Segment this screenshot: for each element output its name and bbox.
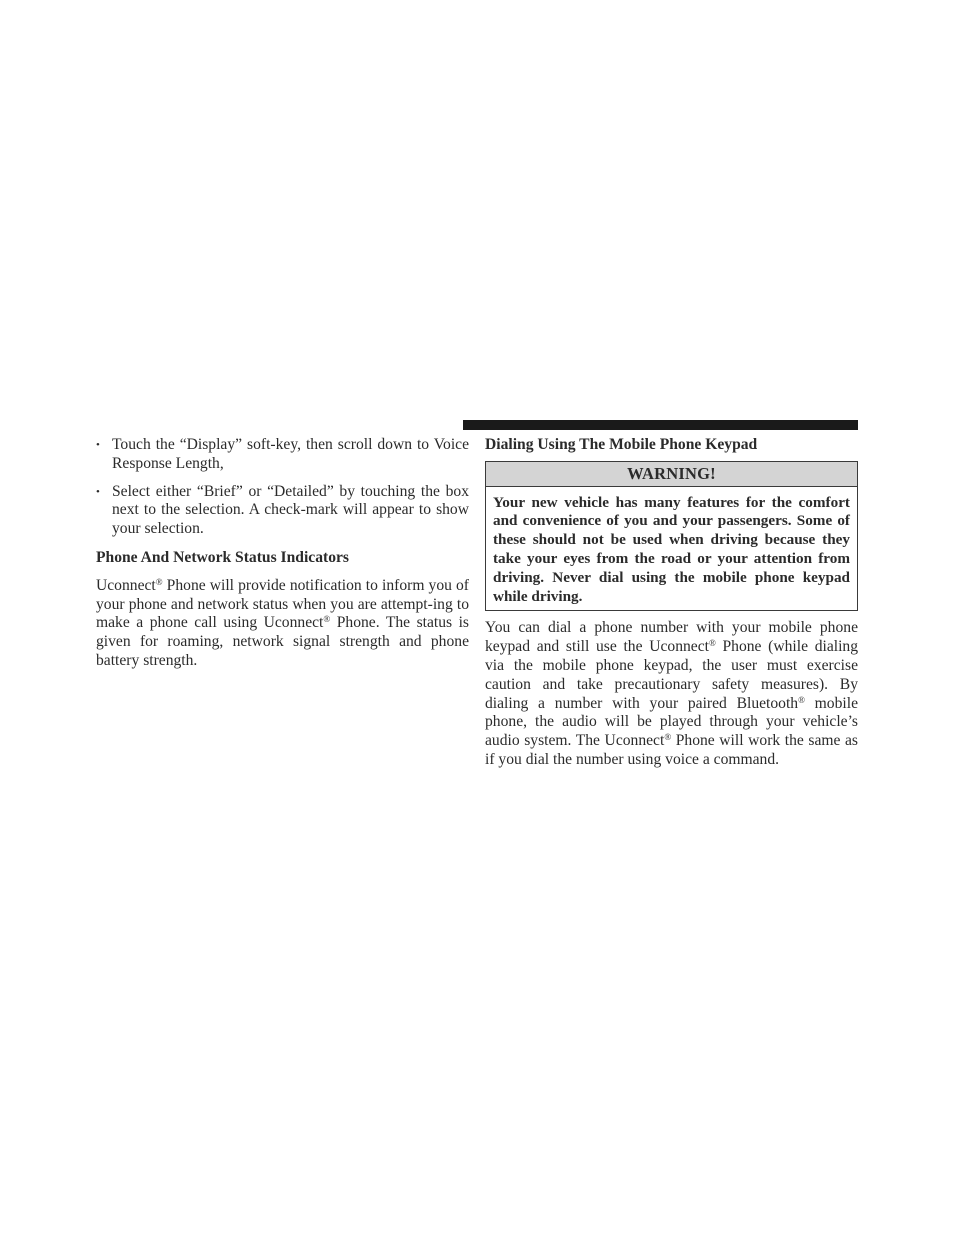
- bullet-icon: •: [96, 439, 100, 451]
- text-run: Uconnect: [96, 576, 156, 594]
- bullet-icon: •: [96, 485, 100, 498]
- text-run: Phone. The status is given for roaming, network signal strength and phone battery strength.: [96, 614, 470, 669]
- warning-body: Your new vehicle has many features for the comfort and convenience of you and your passengers. Some of these should not be used when driving because they take your eyes from the road or your attention from driving. Never dial using the mobile phone keypad while driving.: [493, 493, 850, 605]
- list-item: [96, 436, 469, 474]
- registered-mark: ®: [798, 694, 805, 705]
- text-run: Phone (while dialing via the mobile phone keypad, the user must exercise caution and take precautionary safety measures). By dialing a number with your paired Bluetooth: [485, 638, 858, 712]
- list-item: [96, 483, 469, 539]
- registered-mark: ®: [323, 614, 331, 625]
- bullet-text: Select either “Brief” or “Detailed” by touching the box next to the selection. A check-mark will appear to show your selection.: [112, 482, 469, 538]
- registered-mark: ®: [664, 732, 672, 743]
- left-column: [96, 436, 469, 671]
- body-paragraph: [96, 577, 469, 671]
- registered-mark: ®: [708, 638, 716, 649]
- bullet-text: Touch the “Display” soft-key, then scroll down to Voice Response Length,: [112, 436, 469, 472]
- text-run: You can dial a phone number with your mobile phone keypad and still use the Uconnect: [485, 619, 858, 656]
- section-heading: Dialing Using The Mobile Phone Keypad: [485, 436, 758, 453]
- warning-box: [485, 461, 858, 612]
- body-paragraph: [485, 619, 858, 769]
- registered-mark: ®: [155, 576, 163, 587]
- warning-title: WARNING!: [486, 462, 857, 487]
- section-heading: Phone And Network Status Indicators: [96, 548, 349, 566]
- text-run: Phone will work the same as if you dial the number using voice a command.: [485, 732, 859, 768]
- text-run: mobile phone, the audio will be played through your vehicle’s audio system. The Uconnect: [485, 694, 858, 750]
- section-header-bar: [463, 420, 858, 430]
- bullet-list: [96, 436, 469, 539]
- text-run: Phone will provide notification to inform you of your phone and network status when you are attempt-ing to make a phone call using Uconnect: [96, 576, 469, 632]
- right-column: [485, 436, 858, 770]
